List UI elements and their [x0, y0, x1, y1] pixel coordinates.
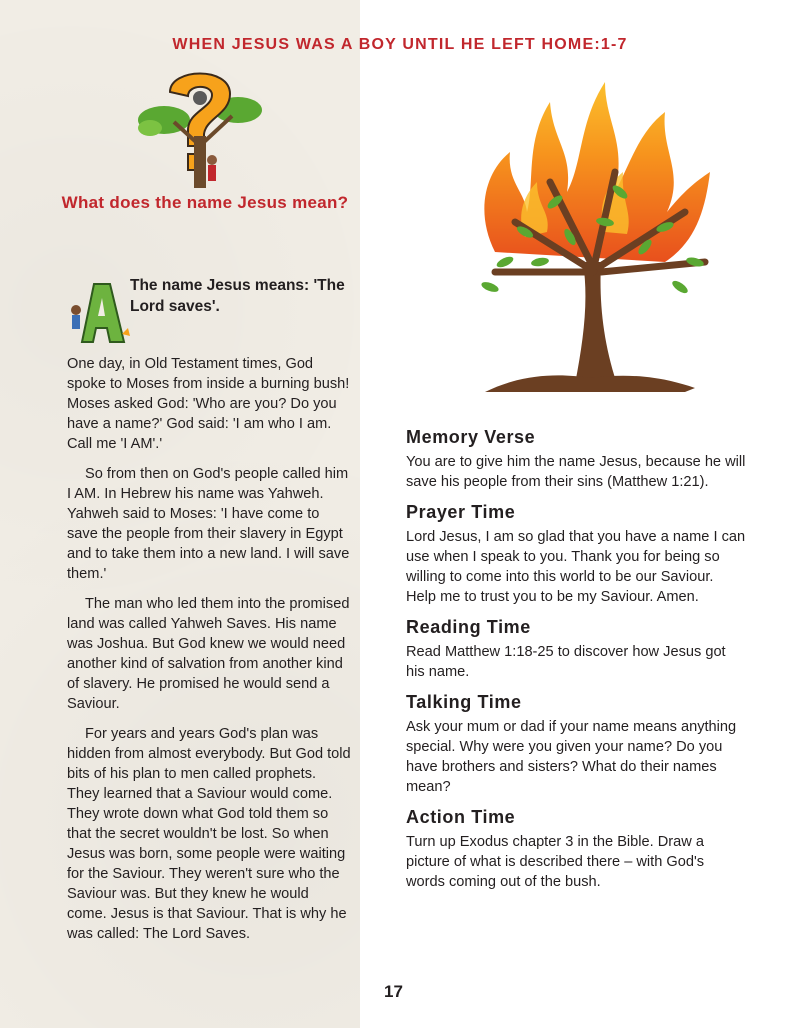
- page-header-title: WHEN JESUS WAS A BOY UNTIL HE LEFT HOME:1-7: [172, 36, 628, 53]
- burning-bush-icon: [455, 62, 725, 392]
- reading-time-heading: Reading Time: [406, 617, 531, 637]
- reading-time-text: Read Matthew 1:18-25 to discover how Jesus got his name.: [406, 644, 726, 680]
- memory-verse-heading: Memory Verse: [406, 427, 536, 447]
- page-number: 17: [384, 982, 403, 1001]
- body-paragraph: For years and years God's plan was hidden from almost everybody. But God told bits of his plan to men called prophets. They learned that a Saviour would come. They wrote down what God told them so that the secret wouldn't be lost. So when Jesus was born, some people were waiting for the Saviour. They weren't sure who the Saviour was. But they knew he would come. Jesus is that Saviour. That is why he was called: The Lord Saves.: [67, 726, 351, 942]
- body-paragraph: The man who led them into the promised land was called Yahweh Saves. His name was Joshua. But God knew we would need another kind of salvation from another kind of slavery. He promised he would send a Saviour.: [67, 596, 350, 712]
- question-heading: What does the name Jesus mean?: [61, 193, 349, 212]
- action-time-text: Turn up Exodus chapter 3 in the Bible. Draw a picture of what is described there – with God's words coming out of the bush.: [406, 834, 705, 890]
- memory-verse-text: You are to give him the name Jesus, because he will save his people from their sins (Matthew 1:21).: [406, 454, 746, 490]
- question-mark-tree-icon: [134, 62, 266, 190]
- body-text: [67, 354, 351, 954]
- body-paragraph: So from then on God's people called him I AM. In Hebrew his name was Yahweh. Yahweh said to Moses: 'I have come to save the people from their slavery in Egypt and to take them into a new land. I will save them.': [67, 466, 350, 582]
- body-paragraph: One day, in Old Testament times, God spoke to Moses from inside a burning bush! Moses asked God: 'Who are you? Do you have a name?' God said: 'I am who I am. Call me 'I AM'.': [67, 356, 350, 452]
- talking-time-heading: Talking Time: [406, 692, 522, 712]
- action-time-heading: Action Time: [406, 807, 516, 827]
- prayer-time-heading: Prayer Time: [406, 502, 516, 522]
- prayer-time-text: Lord Jesus, I am so glad that you have a name I can use when I speak to you. Thank you for being so willing to come into this world to be our Saviour. Help me to trust you to be my Saviour. Amen.: [406, 529, 746, 605]
- talking-time-text: Ask your mum or dad if your name means anything special. Why were you given your name? Do you have brothers and sisters? What do their names mean?: [406, 719, 737, 795]
- letter-a-icon: [62, 276, 132, 346]
- activity-sections: [406, 426, 746, 901]
- answer-text: The name Jesus means: 'The Lord saves'.: [130, 277, 345, 315]
